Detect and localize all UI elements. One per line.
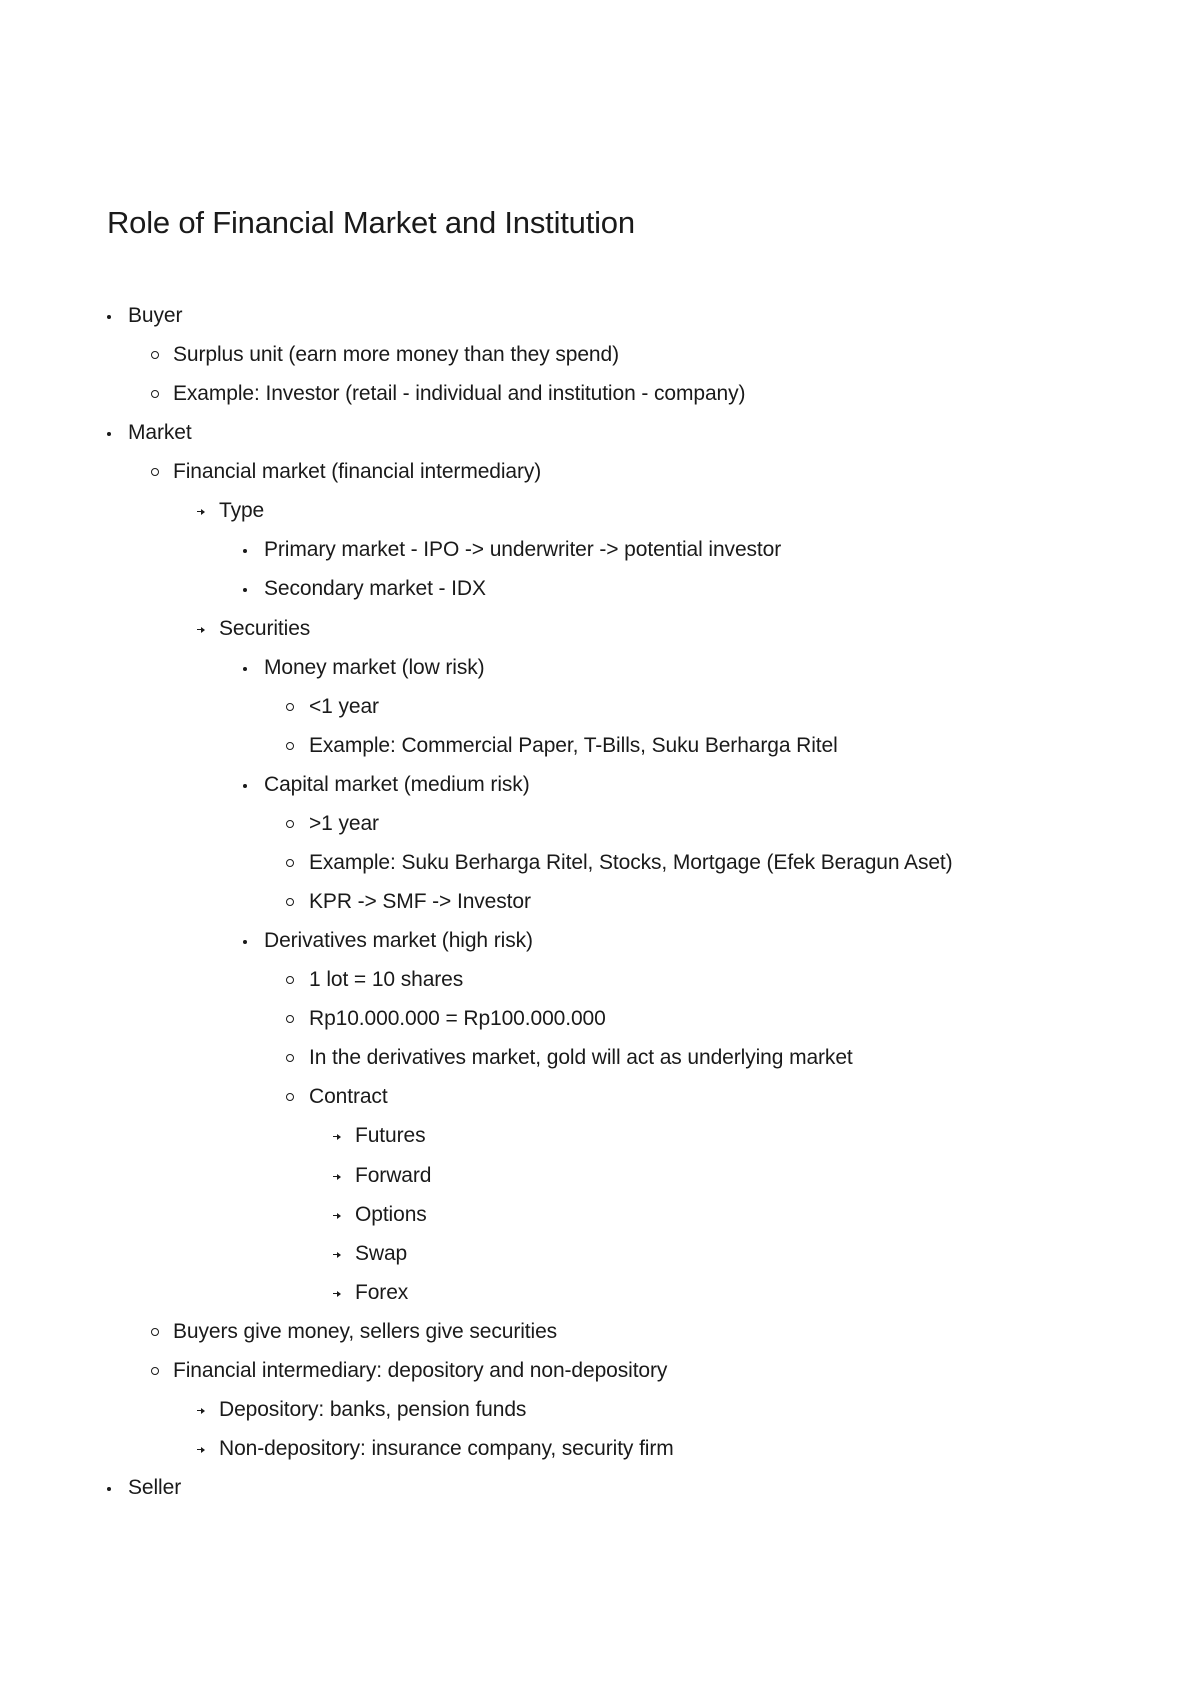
bullet-dot-icon xyxy=(240,926,252,956)
bullet-dot-icon xyxy=(104,1473,116,1503)
outline-item-label: Derivatives market (high risk) xyxy=(264,929,533,952)
outline-item-label: <1 year xyxy=(309,695,379,718)
bullet-arrow-icon xyxy=(331,1161,343,1191)
bullet-dot-icon xyxy=(240,653,252,683)
outline-item-label: KPR -> SMF -> Investor xyxy=(309,890,531,913)
outline-item-label: Example: Investor (retail - individual and institution - company) xyxy=(173,382,746,405)
bullet-circle-icon xyxy=(150,457,162,487)
bullet-dot-icon xyxy=(240,770,252,800)
outline-item-label: Non-depository: insurance company, security firm xyxy=(219,1437,674,1460)
outline-item-label: 1 lot = 10 shares xyxy=(309,968,464,991)
outline-item-label: Capital market (medium risk) xyxy=(264,773,530,796)
bullet-circle-icon xyxy=(150,1317,162,1347)
outline-item-label: Buyers give money, sellers give securities xyxy=(173,1320,558,1343)
bullet-dot-icon xyxy=(104,301,116,331)
bullet-arrow-icon xyxy=(195,1434,207,1464)
bullet-arrow-icon xyxy=(331,1239,343,1269)
bullet-circle-icon xyxy=(150,1356,162,1386)
outline-item-label: Forward xyxy=(355,1164,432,1187)
bullet-arrow-icon xyxy=(331,1200,343,1230)
bullet-dot-icon xyxy=(240,574,252,604)
bullet-circle-icon xyxy=(285,692,297,722)
bullet-circle-icon xyxy=(285,887,297,917)
outline-item-label: Options xyxy=(355,1203,427,1226)
outline-item-label: Example: Commercial Paper, T-Bills, Suku Berharga Ritel xyxy=(309,734,838,757)
bullet-circle-icon xyxy=(285,965,297,995)
outline-item-label: Money market (low risk) xyxy=(264,656,485,679)
outline-item-label: Financial intermediary: depository and non-depository xyxy=(173,1359,668,1382)
outline-item-label: >1 year xyxy=(309,812,379,835)
bullet-circle-icon xyxy=(285,1082,297,1112)
outline-item-label: Rp10.000.000 = Rp100.000.000 xyxy=(309,1007,606,1030)
bullet-dot-icon xyxy=(104,418,116,448)
bullet-arrow-icon xyxy=(195,614,207,644)
outline-item-label: Buyer xyxy=(128,304,183,327)
bullet-circle-icon xyxy=(285,809,297,839)
bullet-arrow-icon xyxy=(331,1121,343,1151)
bullet-arrow-icon xyxy=(195,1395,207,1425)
bullet-dot-icon xyxy=(240,535,252,565)
outline-item-label: Depository: banks, pension funds xyxy=(219,1398,527,1421)
bullet-circle-icon xyxy=(285,1004,297,1034)
outline-item-label: Swap xyxy=(355,1242,408,1265)
outline-item-label: Type xyxy=(219,499,265,522)
outline-item-label: In the derivatives market, gold will act as underlying market xyxy=(309,1046,853,1069)
outline-item-label: Contract xyxy=(309,1085,388,1108)
outline-item-label: Surplus unit (earn more money than they spend) xyxy=(173,343,619,366)
outline-item-label: Forex xyxy=(355,1281,409,1304)
outline-item-label: Secondary market - IDX xyxy=(264,577,486,600)
outline-item-label: Securities xyxy=(219,617,311,640)
bullet-arrow-icon xyxy=(331,1278,343,1308)
bullet-circle-icon xyxy=(285,731,297,761)
bullet-circle-icon xyxy=(150,379,162,409)
outline-item-label: Financial market (financial intermediary) xyxy=(173,460,542,483)
outline-item-label: Futures xyxy=(355,1124,426,1147)
outline-item-label: Primary market - IPO -> underwriter -> potential investor xyxy=(264,538,782,561)
page-title: Role of Financial Market and Institution xyxy=(107,205,635,240)
outline-item-label: Seller xyxy=(128,1476,182,1499)
bullet-circle-icon xyxy=(285,1043,297,1073)
outline-item-label: Example: Suku Berharga Ritel, Stocks, Mortgage (Efek Beragun Aset) xyxy=(309,851,953,874)
bullet-arrow-icon xyxy=(195,496,207,526)
bullet-circle-icon xyxy=(150,340,162,370)
outline-item-label: Market xyxy=(128,421,192,444)
bullet-circle-icon xyxy=(285,848,297,878)
